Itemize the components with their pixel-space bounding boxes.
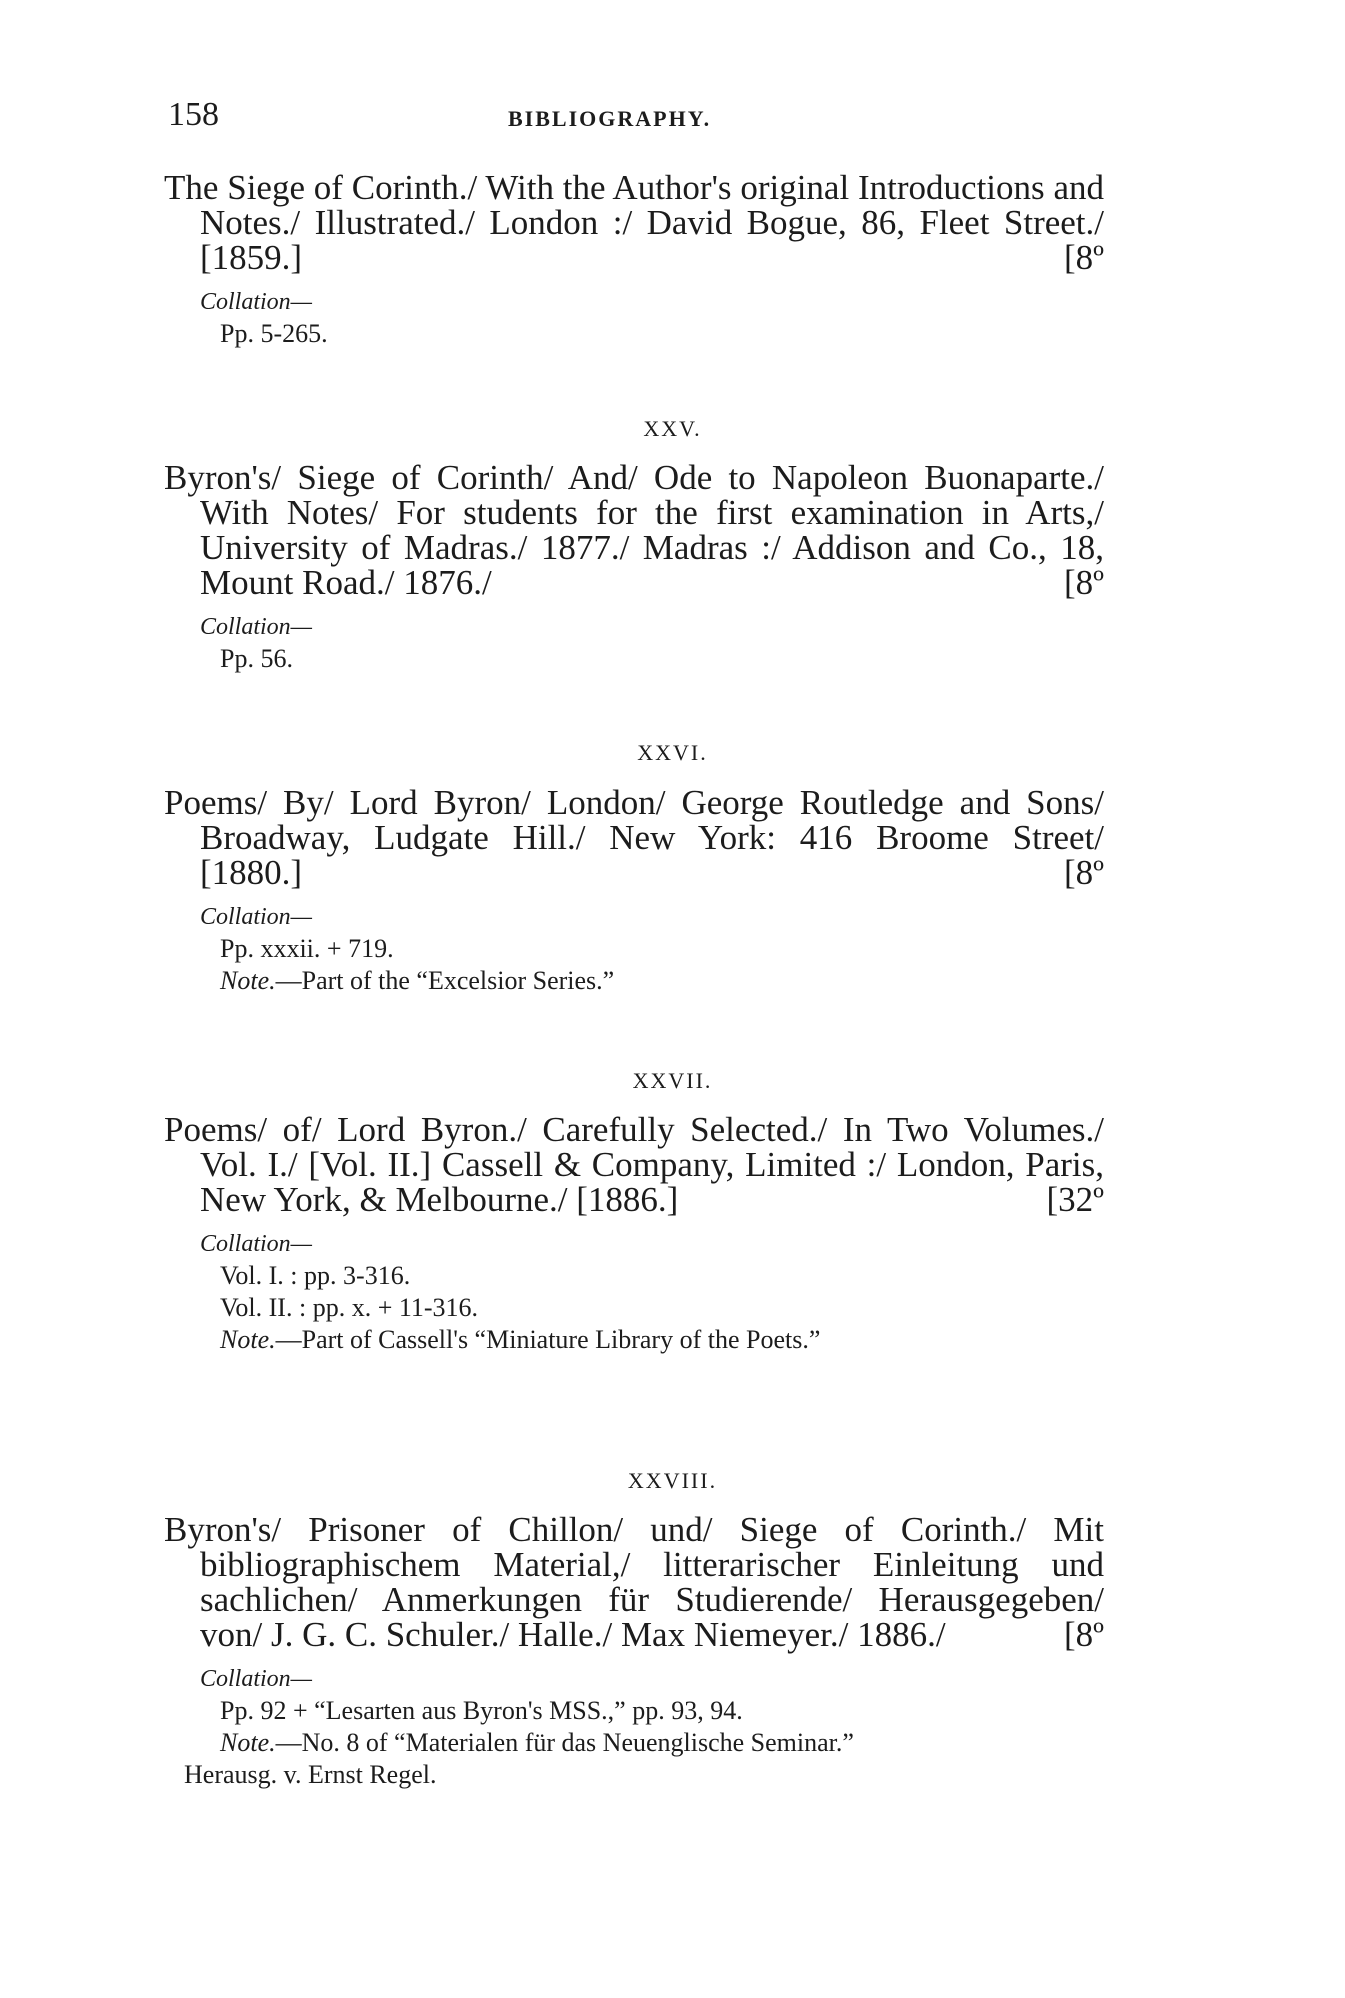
collation-line: Pp. 92 + “Lesarten aus Byron's MSS.,” pp. 93, 94. [220, 1696, 743, 1725]
section-numeral-xxvi: XXVI. [637, 740, 708, 765]
bibliography-entry-xxvi [164, 785, 1104, 996]
format-size: [32º [1046, 1180, 1104, 1219]
note-line: Note.—Part of Cassell's “Miniature Library of the Poets.” [220, 1325, 821, 1354]
collation-line: Vol. I. : pp. 3-316. [220, 1261, 411, 1290]
bibliography-entry-xxvii [164, 1112, 1104, 1355]
collation-label: Collation— [200, 289, 313, 315]
format-size: [8º [1063, 1615, 1104, 1654]
page-number: 158 [168, 96, 219, 133]
collation-label: Collation— [200, 1231, 313, 1257]
bibliography-entry-xxv [164, 460, 1104, 674]
running-head: BIBLIOGRAPHY. [508, 106, 712, 131]
entry-text: Byron's/ Siege of Corinth/ And/ Ode to Napoleon Buonaparte./ With Notes/ For students for the first examination in Arts,/ University of Madras./ 1877./ Madras :/ Addison and Co., 18, Mount Road./ 1876./ [8º [164, 458, 1104, 602]
entry-text: Poems/ By/ Lord Byron/ London/ George Routledge and Sons/ Broadway, Ludgate Hill./ New York: 416 Broome Street/ [1880.] [8º [164, 783, 1104, 892]
note-line: Note.—No. 8 of “Materialen für das Neuenglische Seminar.” [220, 1728, 854, 1757]
entry-text: The Siege of Corinth./ With the Author's original Introductions and Notes./ Illustrated./ London :/ David Bogue, 86, Fleet Street./ [1859.] [8º [164, 168, 1104, 277]
entry-text: Poems/ of/ Lord Byron./ Carefully Selected./ In Two Volumes./ Vol. I./ [Vol. II.] Cassell & Company, Limited :/ London, Paris, New York, & Melbourne./ [1886.] [32º [164, 1110, 1104, 1219]
collation-line: Vol. II. : pp. x. + 11-316. [220, 1293, 479, 1322]
bibliography-entry-xxviii [164, 1512, 1104, 1790]
format-size: [8º [1063, 238, 1104, 277]
collation-label: Collation— [200, 614, 313, 640]
section-numeral-xxviii: XXVIII. [627, 1468, 718, 1493]
section-numeral-xxvii: XXVII. [632, 1068, 713, 1093]
collation-label: Collation— [200, 904, 313, 930]
note-line: Note.—Part of the “Excelsior Series.” [220, 966, 615, 995]
editor-line: Herausg. v. Ernst Regel. [184, 1760, 437, 1789]
collation-line: Pp. 5-265. [220, 319, 328, 348]
section-numeral-xxv: XXV. [643, 416, 702, 441]
collation-label: Collation— [200, 1666, 313, 1692]
entry-text: Byron's/ Prisoner of Chillon/ und/ Siege of Corinth./ Mit bibliographischem Material,/ litterarischer Einleitung und sachlichen/ Anmerkungen für Studierende/ Herausgegeben/ von/ J. G. C. Schuler./ Halle./ Max Niemeyer./ 1886./ [8º [164, 1510, 1104, 1654]
collation-line: Pp. 56. [220, 644, 293, 673]
format-size: [8º [1063, 563, 1104, 602]
bibliography-entry-siege-1859 [164, 170, 1104, 349]
format-size: [8º [1063, 853, 1104, 892]
collation-line: Pp. xxxii. + 719. [220, 934, 394, 963]
page-header [168, 96, 1108, 140]
